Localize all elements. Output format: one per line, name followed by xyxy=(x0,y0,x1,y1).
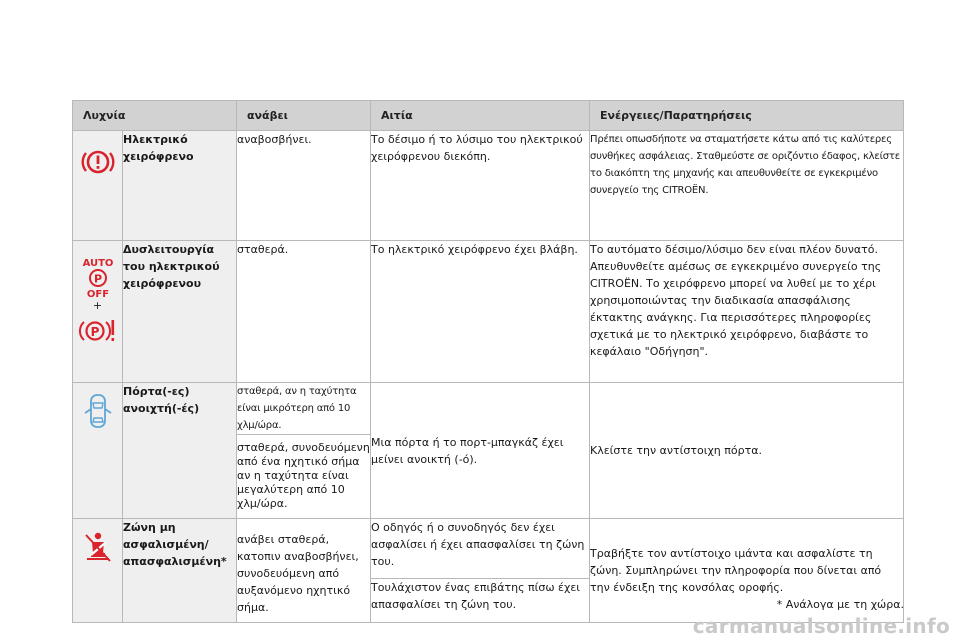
svg-text:P: P xyxy=(93,272,102,286)
light-state: ανάβει σταθερά, κατοπιν αναβοσβήνει, συνοδευόμενη από αυξανόμενο ηχητικό σήμα. xyxy=(237,519,371,623)
light-name: Πόρτα(-ες) ανοιχτή(-ές) xyxy=(123,383,237,519)
light-state: σταθερά, συνοδευόμενη από ένα ηχητικό σήμα αν η ταχύτητα είναι μεγαλύτερη από 10 χλμ/ώρα. xyxy=(237,435,371,519)
light-action: Κλείστε την αντίστοιχη πόρτα. xyxy=(590,383,904,519)
light-state: σταθερά. xyxy=(237,241,371,383)
svg-text:P: P xyxy=(90,325,99,339)
icon-cell xyxy=(73,383,123,519)
light-cause: Τουλάχιστον ένας επιβάτης πίσω έχει απασφαλίσει τη ζώνη του. xyxy=(371,579,590,623)
light-cause: Το δέσιμο ή το λύσιμο του ηλεκτρικού χειρόφρενου διεκόπη. xyxy=(371,131,590,241)
parking-brake-fault-icon xyxy=(73,317,122,345)
header-action: Ενέργειες/Παρατηρήσεις xyxy=(590,101,904,131)
icon-cell xyxy=(73,519,123,623)
svg-text:OFF: OFF xyxy=(86,289,109,299)
electric-parking-brake-warning-icon xyxy=(73,147,122,177)
light-cause: Ο οδηγός ή ο συνοδηγός δεν έχει ασφαλίσει ή έχει απασφαλίσει τη ζώνη του. xyxy=(371,519,590,579)
light-state: αναβοσβήνει. xyxy=(237,131,371,241)
light-action: Πρέπει οπωσδήποτε να σταματήσετε κάτω από τις καλύτερες συνθήκες ασφάλειας. Σταθμεύστε σε οριζόντιο έδαφος, κλείστε το διακόπτη της μηχανής και απευθυνθείτε σε εγκεκριμένο συνεργείο της CITROËN. xyxy=(590,131,904,241)
icon-cell xyxy=(73,131,123,241)
header-state: ανάβει xyxy=(237,101,371,131)
door-open-icon xyxy=(73,391,122,431)
seatbelt-unfastened-icon xyxy=(73,531,122,563)
icon-cell xyxy=(73,241,123,383)
table-row xyxy=(73,519,904,579)
light-name: Δυσλειτουργία του ηλεκτρικού χειρόφρενου xyxy=(123,241,237,383)
auto-off-parking-brake-icon xyxy=(73,255,122,299)
light-name: Ζώνη μη ασφαλισμένη/ απασφαλισμένη* xyxy=(123,519,237,623)
table-row xyxy=(73,241,904,383)
light-state: σταθερά, αν η ταχύτητα είναι μικρότερη από 10 χλμ/ώρα. xyxy=(237,383,371,435)
watermark: carmanualsonline.info xyxy=(692,614,950,638)
header-light: Λυχνία xyxy=(73,101,237,131)
light-action: Τραβήξτε τον αντίστοιχο ιμάντα και ασφαλίστε τη ζώνη. Συμπληρώνει την πληροφορία που δίνεται από την ένδειξη της κονσόλας οροφής. xyxy=(590,519,904,623)
footnote: * Ανάλογα με τη χώρα. xyxy=(776,598,904,611)
plus-sign: + xyxy=(92,299,103,312)
table-row xyxy=(73,383,904,435)
light-cause: Το ηλεκτρικό χειρόφρενο έχει βλάβη. xyxy=(371,241,590,383)
light-name: Ηλεκτρικό χειρόφρενο xyxy=(123,131,237,241)
light-action: Το αυτόματο δέσιμο/λύσιμο δεν είναι πλέον δυνατό. Απευθυνθείτε αμέσως σε εγκεκριμένο συνεργείο της CITROËN. Το χειρόφρενο μπορεί να λυθεί με το χέρι χρησιμοποιώντας την διαδικασία απασφάλισης έκτακτης ανάγκης. Για περισσότερες πληροφορίες σχετικά με το ηλεκτρικό χειρόφρενο, διαβάστε το κεφάλαιο "Οδήγηση". xyxy=(590,241,904,383)
light-cause: Μια πόρτα ή το πορτ-μπαγκάζ έχει μείνει ανοικτή (-ό). xyxy=(371,383,590,519)
warning-lights-table xyxy=(72,100,904,623)
table-header-row xyxy=(73,101,904,131)
header-cause: Αιτία xyxy=(371,101,590,131)
table-row xyxy=(73,131,904,241)
svg-text:AUTO: AUTO xyxy=(82,258,113,269)
